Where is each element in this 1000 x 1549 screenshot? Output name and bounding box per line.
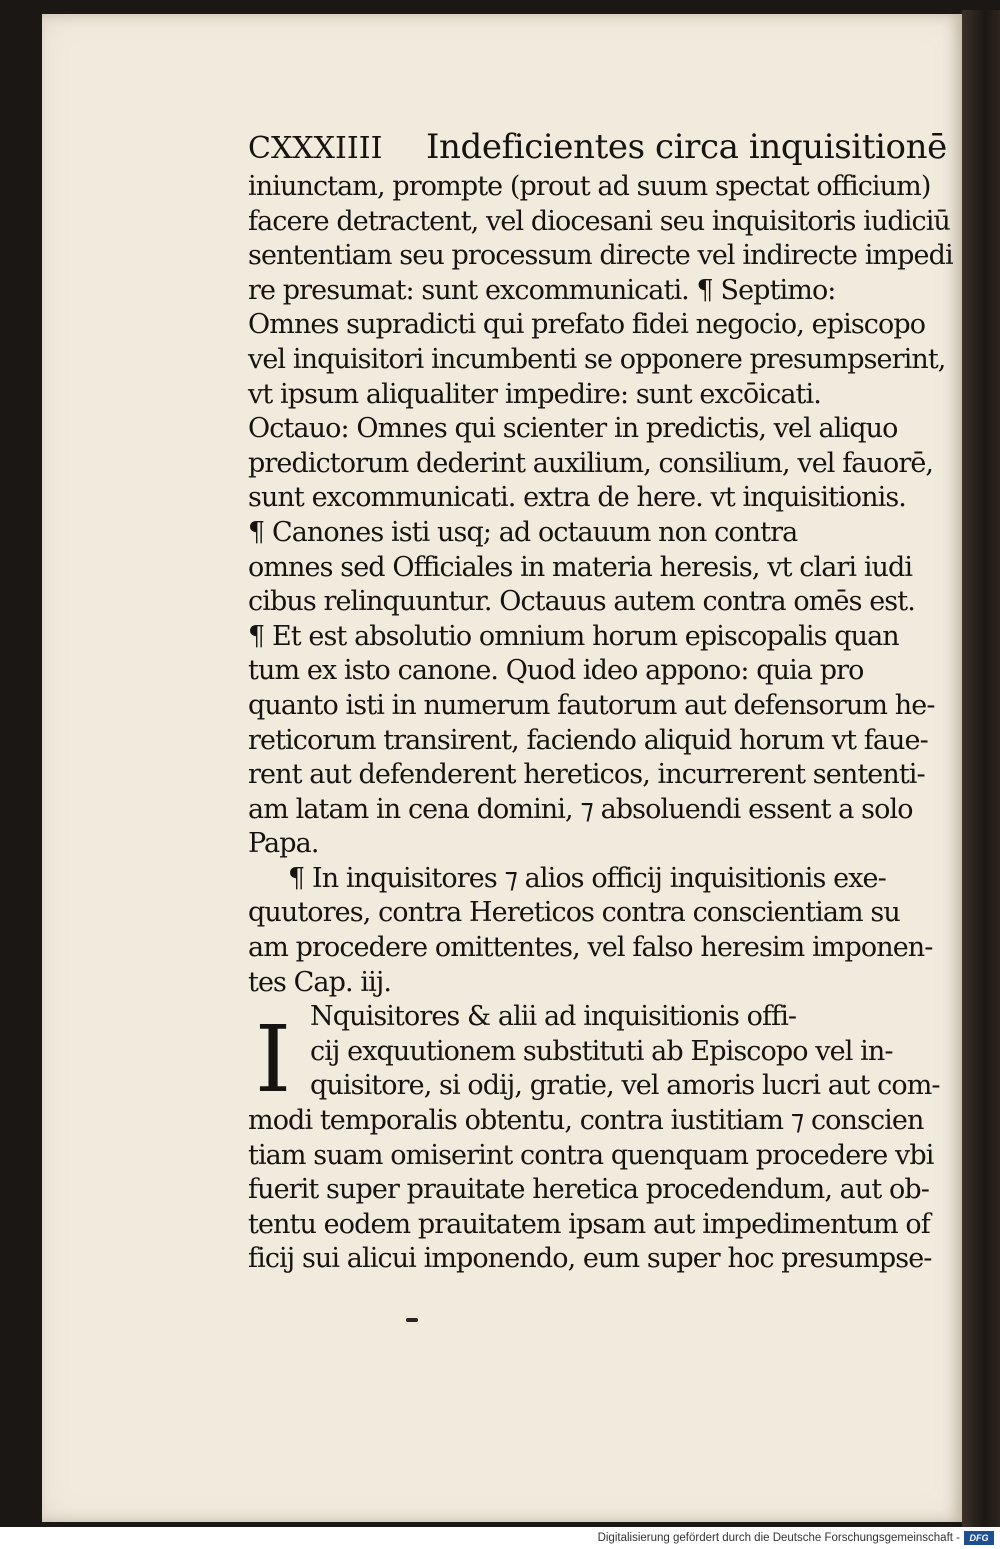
text-line: reticorum transirent, faciendo aliquid horum vt faue- bbox=[248, 724, 928, 756]
text-line: ficij sui alicui imponendo, eum super hoc presumpse- bbox=[248, 1243, 932, 1275]
text-line: ¶ Et est absolutio omnium horum episcopalis quan bbox=[248, 620, 899, 652]
text-line: quisitore, si odij, gratie, vel amoris lucri aut com- bbox=[310, 1070, 940, 1102]
text-line: modi temporalis obtentu, contra iustitiam ⁊ conscien bbox=[248, 1105, 924, 1137]
text-line: fuerit super prauitate heretica procedendum, aut ob- bbox=[248, 1174, 929, 1206]
running-title: Indeficientes circa inquisitionē bbox=[426, 127, 947, 167]
digitization-footer bbox=[0, 1527, 1000, 1549]
text-line: iniunctam, prompte (prout ad suum spectat officium) bbox=[248, 171, 931, 202]
text-line: Nquisitores & alii ad inquisitionis offi- bbox=[310, 1001, 797, 1033]
text-line: facere detractent, vel diocesani seu inquisitoris iudiciū bbox=[248, 205, 950, 237]
text-line: rent aut defenderent hereticos, incurrerent sententi- bbox=[248, 759, 925, 791]
dfg-logo: DFG bbox=[964, 1531, 994, 1545]
footer-credit: Digitalisierung gefördert durch die Deutsche Forschungsgemeinschaft - bbox=[597, 1532, 960, 1544]
page-header bbox=[248, 124, 958, 170]
ink-smudge bbox=[406, 1318, 418, 1322]
chapter-heading-line: ¶ In inquisitores ⁊ alios officij inquisitionis exe- bbox=[288, 862, 886, 894]
text-line: sententiam seu processum directe vel indirecte impedi bbox=[248, 240, 953, 272]
text-line: omnes sed Officiales in materia heresis, vt clari iudi bbox=[248, 551, 913, 583]
text-line: cij exquutionem substituti ab Episcopo vel in- bbox=[310, 1035, 893, 1067]
chapter-heading-line: tes Cap. iij. bbox=[248, 966, 391, 998]
text-line: Octauo: Omnes qui scienter in predictis, vel aliquo bbox=[248, 413, 898, 445]
text-line: am latam in cena domini, ⁊ absoluendi essent a solo bbox=[248, 793, 913, 825]
chapter-heading-line: am procedere omittentes, vel falso heresim imponen- bbox=[248, 932, 933, 964]
text-line: tum ex isto canone. Quod ideo appono: quia pro bbox=[248, 655, 864, 687]
text-line: Omnes supradicti qui prefato fidei negocio, episcopo bbox=[248, 309, 926, 341]
text-line: vt ipsum aliqualiter impedire: sunt excōicati. bbox=[248, 378, 821, 410]
text-line: vel inquisitori incumbenti se opponere presumpserint, bbox=[248, 343, 946, 375]
text-line: Papa. bbox=[248, 828, 319, 860]
text-line: cibus relinquuntur. Octauus autem contra omēs est. bbox=[248, 586, 915, 618]
chapter-heading-line: quutores, contra Hereticos contra conscientiam su bbox=[248, 897, 900, 929]
book-binding-edge bbox=[962, 10, 1000, 1527]
text-line: tiam suam omiserint contra quenquam procedere vbi bbox=[248, 1139, 934, 1171]
page-text-block bbox=[248, 124, 958, 1277]
text-line: predictorum dederint auxilium, consilium, vel fauorē, bbox=[248, 447, 934, 479]
text-line: tentu eodem prauitatem ipsam aut impedimentum of bbox=[248, 1208, 930, 1240]
drop-cap-initial: I bbox=[254, 1006, 292, 1113]
text-line: sunt excommunicati. extra de here. vt inquisitionis. bbox=[248, 482, 906, 514]
text-line: quanto isti in numerum fautorum aut defensorum he- bbox=[248, 689, 935, 721]
folio-number: CXXXIIII bbox=[248, 131, 383, 166]
text-line: ¶ Canones isti usq; ad octauum non contra bbox=[248, 516, 798, 548]
text-line: re presumat: sunt excommunicati. ¶ Septimo: bbox=[248, 274, 836, 306]
